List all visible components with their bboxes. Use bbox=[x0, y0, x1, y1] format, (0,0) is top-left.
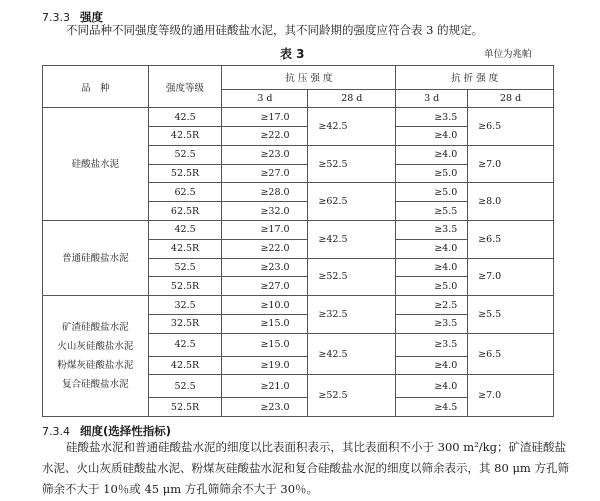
header-compressive: 抗 压 强 度 bbox=[222, 66, 396, 90]
flexural-3d-cell: ≥3.5 bbox=[396, 221, 468, 240]
flexural-28d-cell: ≥7.0 bbox=[468, 258, 554, 296]
table-row bbox=[43, 108, 554, 127]
compressive-28d-cell: ≥42.5 bbox=[308, 108, 396, 146]
header-variety: 品 种 bbox=[43, 66, 149, 108]
flexural-28d-cell: ≥7.0 bbox=[468, 375, 554, 417]
grade-cell: 52.5R bbox=[148, 398, 222, 417]
flexural-3d-cell: ≥3.5 bbox=[396, 315, 468, 334]
flexural-3d-cell: ≥4.0 bbox=[396, 145, 468, 164]
flexural-28d-cell: ≥5.5 bbox=[468, 296, 554, 334]
grade-cell: 52.5 bbox=[148, 258, 222, 277]
grade-cell: 52.5 bbox=[148, 375, 222, 398]
flexural-3d-cell: ≥3.5 bbox=[396, 333, 468, 356]
compressive-3d-cell: ≥27.0 bbox=[222, 277, 308, 296]
grade-cell: 52.5R bbox=[148, 277, 222, 296]
grade-cell: 32.5R bbox=[148, 315, 222, 334]
flexural-3d-cell: ≥5.0 bbox=[396, 164, 468, 183]
compressive-3d-cell: ≥10.0 bbox=[222, 296, 308, 315]
variety-cell bbox=[43, 221, 149, 296]
header-flexural-28d: 28 d bbox=[468, 89, 554, 108]
header-compressive-3d: 3 d bbox=[222, 89, 308, 108]
table-row bbox=[43, 296, 554, 315]
grade-cell: 42.5R bbox=[148, 356, 222, 375]
compressive-3d-cell: ≥28.0 bbox=[222, 183, 308, 202]
compressive-28d-cell: ≥52.5 bbox=[308, 145, 396, 183]
section-title: 强度 bbox=[80, 10, 103, 24]
header-row bbox=[43, 66, 554, 90]
section-title: 细度(选择性指标) bbox=[80, 424, 172, 438]
variety-name: 矿渣硅酸盐水泥 bbox=[62, 322, 129, 334]
variety-cell bbox=[43, 108, 149, 221]
grade-cell: 42.5R bbox=[148, 239, 222, 258]
compressive-3d-cell: ≥23.0 bbox=[222, 258, 308, 277]
fineness-line-1: 硅酸盐水泥和普通硅酸盐水泥的细度以比表面积表示，其比表面积不小于 300 m²/kg；矿渣硅酸盐 bbox=[66, 440, 566, 454]
flexural-3d-cell: ≥5.0 bbox=[396, 277, 468, 296]
strength-paragraph: 不同品种不同强度等级的通用硅酸盐水泥，其不同龄期的强度应符合表 3 的规定。 bbox=[66, 23, 484, 37]
compressive-3d-cell: ≥22.0 bbox=[222, 239, 308, 258]
header-compressive-28d: 28 d bbox=[308, 89, 396, 108]
compressive-3d-cell: ≥15.0 bbox=[222, 315, 308, 334]
grade-cell: 52.5R bbox=[148, 164, 222, 183]
flexural-3d-cell: ≥4.0 bbox=[396, 375, 468, 398]
grade-cell: 42.5 bbox=[148, 221, 222, 240]
flexural-28d-cell: ≥7.0 bbox=[468, 145, 554, 183]
compressive-3d-cell: ≥15.0 bbox=[222, 333, 308, 356]
flexural-28d-cell: ≥6.5 bbox=[468, 333, 554, 375]
flexural-3d-cell: ≥2.5 bbox=[396, 296, 468, 315]
header-flexural: 抗 折 强 度 bbox=[396, 66, 554, 90]
compressive-3d-cell: ≥17.0 bbox=[222, 221, 308, 240]
compressive-3d-cell: ≥23.0 bbox=[222, 145, 308, 164]
compressive-28d-cell: ≥32.5 bbox=[308, 296, 396, 334]
compressive-3d-cell: ≥23.0 bbox=[222, 398, 308, 417]
compressive-28d-cell: ≥52.5 bbox=[308, 375, 396, 417]
variety-name: 普通硅酸盐水泥 bbox=[62, 252, 129, 264]
flexural-3d-cell: ≥3.5 bbox=[396, 108, 468, 127]
compressive-3d-cell: ≥17.0 bbox=[222, 108, 308, 127]
flexural-3d-cell: ≥4.0 bbox=[396, 356, 468, 375]
compressive-3d-cell: ≥22.0 bbox=[222, 127, 308, 146]
variety-name: 火山灰硅酸盐水泥 bbox=[57, 341, 134, 353]
table-title: 表 3 bbox=[280, 47, 305, 61]
header-grade: 强度等级 bbox=[148, 66, 222, 108]
grade-cell: 42.5 bbox=[148, 108, 222, 127]
grade-cell: 32.5 bbox=[148, 296, 222, 315]
variety-cell bbox=[43, 296, 149, 417]
flexural-28d-cell: ≥6.5 bbox=[468, 108, 554, 146]
variety-name: 粉煤灰硅酸盐水泥 bbox=[57, 360, 134, 372]
compressive-3d-cell: ≥19.0 bbox=[222, 356, 308, 375]
variety-name: 复合硅酸盐水泥 bbox=[62, 379, 129, 391]
fineness-line-3: 筛余不大于 10％或 45 μm 方孔筛筛余不大于 30％。 bbox=[42, 482, 319, 496]
flexural-28d-cell: ≥8.0 bbox=[468, 183, 554, 221]
compressive-28d-cell: ≥42.5 bbox=[308, 221, 396, 259]
flexural-3d-cell: ≥4.0 bbox=[396, 127, 468, 146]
grade-cell: 62.5R bbox=[148, 202, 222, 221]
compressive-28d-cell: ≥62.5 bbox=[308, 183, 396, 221]
flexural-3d-cell: ≥4.0 bbox=[396, 258, 468, 277]
compressive-3d-cell: ≥32.0 bbox=[222, 202, 308, 221]
compressive-3d-cell: ≥21.0 bbox=[222, 375, 308, 398]
compressive-3d-cell: ≥27.0 bbox=[222, 164, 308, 183]
strength-table bbox=[42, 65, 554, 417]
flexural-3d-cell: ≥5.0 bbox=[396, 183, 468, 202]
fineness-paragraph bbox=[42, 437, 598, 500]
variety-name: 硅酸盐水泥 bbox=[71, 158, 120, 170]
section-number: 7.3.3 bbox=[42, 11, 70, 24]
table-row bbox=[43, 221, 554, 240]
compressive-28d-cell: ≥42.5 bbox=[308, 333, 396, 375]
fineness-line-2: 水泥、火山灰质硅酸盐水泥、粉煤灰硅酸盐水泥和复合硅酸盐水泥的细度以筛余表示，其 80 μm 方孔筛 bbox=[42, 461, 569, 475]
header-flexural-3d: 3 d bbox=[396, 89, 468, 108]
flexural-28d-cell: ≥6.5 bbox=[468, 221, 554, 259]
table-unit: 单位为兆帕 bbox=[484, 49, 532, 60]
grade-cell: 62.5 bbox=[148, 183, 222, 202]
flexural-3d-cell: ≥4.0 bbox=[396, 239, 468, 258]
section-number: 7.3.4 bbox=[42, 425, 70, 438]
compressive-28d-cell: ≥52.5 bbox=[308, 258, 396, 296]
grade-cell: 42.5R bbox=[148, 127, 222, 146]
grade-cell: 42.5 bbox=[148, 333, 222, 356]
grade-cell: 52.5 bbox=[148, 145, 222, 164]
flexural-3d-cell: ≥4.5 bbox=[396, 398, 468, 417]
flexural-3d-cell: ≥5.5 bbox=[396, 202, 468, 221]
